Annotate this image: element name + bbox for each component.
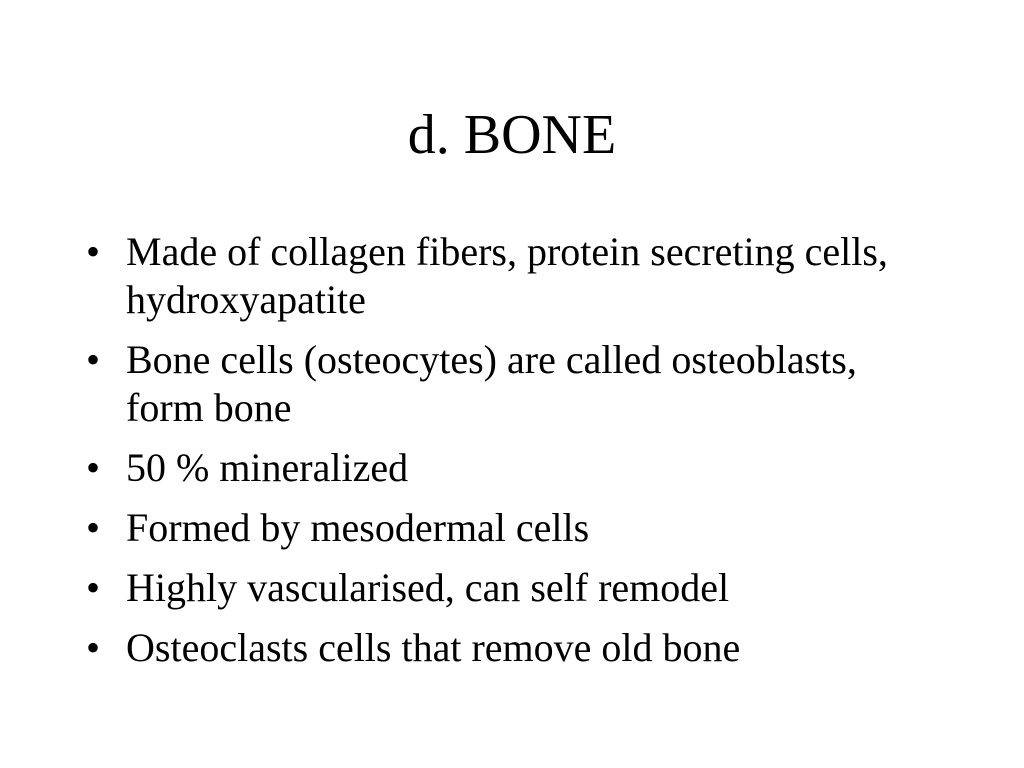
bullet-point-icon: • bbox=[86, 565, 101, 610]
bullet-item-mineralized bbox=[82, 444, 942, 492]
bullet-item-osteoclasts bbox=[82, 624, 942, 672]
bullet-item-collagen bbox=[82, 228, 942, 324]
bullet-text: Bone cells (osteocytes) are called osteoblasts, form bone bbox=[126, 337, 857, 430]
bullet-text: Made of collagen fibers, protein secreting cells, hydroxyapatite bbox=[126, 229, 888, 322]
bullet-text: 50 % mineralized bbox=[126, 445, 409, 490]
slide-title: d. BONE bbox=[407, 104, 617, 166]
bullet-item-vascularised bbox=[82, 564, 942, 612]
bullet-list bbox=[82, 228, 942, 684]
bullet-text: Osteoclasts cells that remove old bone bbox=[126, 625, 741, 670]
bullet-item-bone-cells bbox=[82, 336, 942, 432]
bullet-point-icon: • bbox=[86, 445, 101, 490]
bullet-point-icon: • bbox=[86, 505, 101, 550]
bullet-point-icon: • bbox=[86, 229, 101, 274]
bullet-item-mesodermal bbox=[82, 504, 942, 552]
bullet-text: Highly vascularised, can self remodel bbox=[126, 565, 730, 610]
bullet-point-icon: • bbox=[86, 337, 101, 382]
bullet-point-icon: • bbox=[86, 625, 101, 670]
bullet-text: Formed by mesodermal cells bbox=[126, 505, 590, 550]
